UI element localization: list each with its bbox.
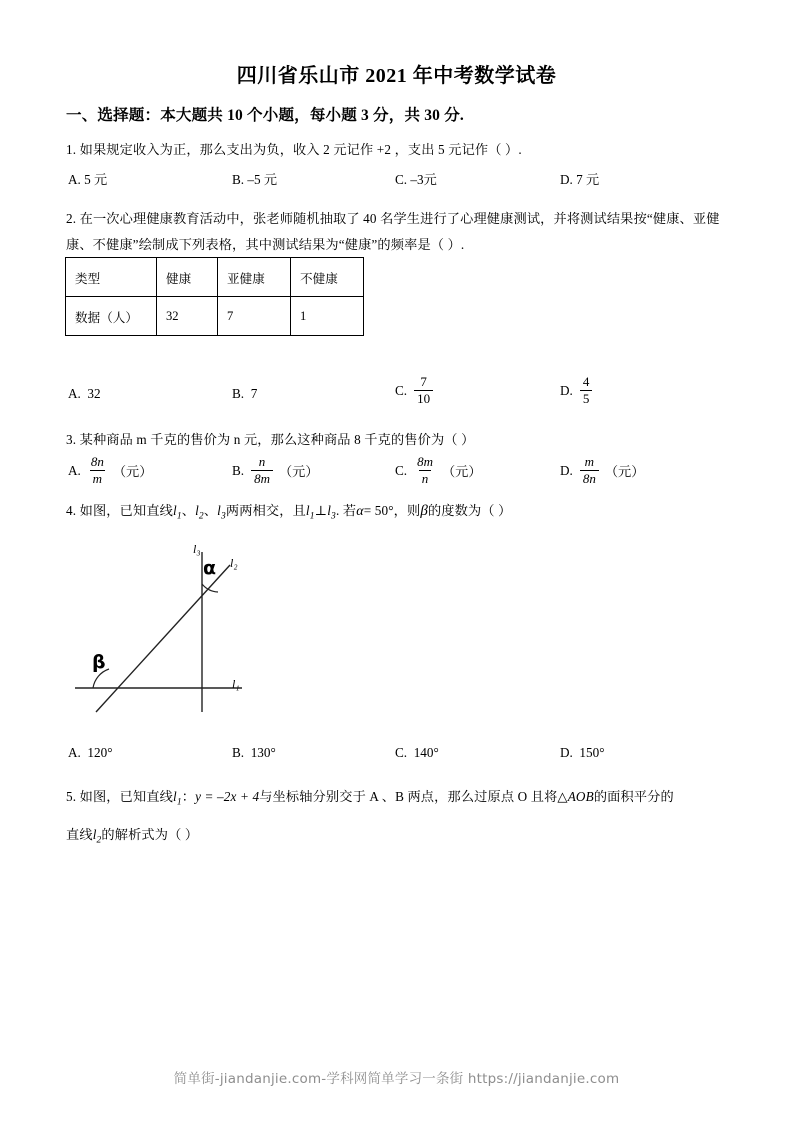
table-row xyxy=(66,258,364,297)
option-2-b[interactable]: B. 7 xyxy=(232,386,258,401)
question-4-text: 4. 如图，已知直线$l_1$、$l_2$、$l_3$两两相交，且$l_1\perp l_3$. 若α= 50°，则β的度数为（ ） xyxy=(66,503,512,522)
fraction: $\frac{8n}{m}$ xyxy=(90,454,104,487)
label-l1: l₁ xyxy=(232,677,240,691)
question-3-text: 3. 某种商品 m 千克的售价为 n 元，那么这种商品 8 千克的售价为（ ） xyxy=(66,432,475,447)
option-3-a[interactable]: A. $\frac{8n}{m}$ （元） xyxy=(68,454,153,487)
fraction: $\frac{7}{10}$ xyxy=(414,375,433,406)
section-heading: 一、选择题：本大题共 10 个小题，每小题 3 分，共 30 分. xyxy=(66,107,464,124)
option-4-d[interactable]: D. 150° xyxy=(560,745,605,760)
option-4-c[interactable]: C. 140° xyxy=(395,745,439,760)
table-cell-healthy-value: 32 xyxy=(157,297,218,336)
table-cell-subhealthy-header: 亚健康 xyxy=(218,258,291,297)
page-title: 四川省乐山市 2021 年中考数学试卷 xyxy=(236,65,557,87)
fraction: $\frac{8m}{n}$ xyxy=(417,454,433,487)
fraction: $\frac{m}{8n}$ xyxy=(580,455,599,486)
question-5-text-line2: 直线$l_2$的解析式为（ ） xyxy=(66,827,199,846)
table-cell-data-label: 数据（人） xyxy=(66,297,157,336)
question-1-text: 1. 如果规定收入为正，那么支出为负，收入 2 元记作 +2 ，支出 5 元记作（ ）. xyxy=(66,142,522,157)
label-l3: l₃ xyxy=(193,542,201,556)
table-row xyxy=(66,297,364,336)
option-1-d[interactable]: D. 7 元 xyxy=(560,172,600,187)
question-1-options xyxy=(0,169,793,191)
question-4-options xyxy=(0,745,793,767)
footer-watermark: 简单街-jiandanjie.com-学科网简单学习一条街 https://jiandanjie.com xyxy=(173,1071,620,1087)
label-beta: β xyxy=(92,651,106,673)
option-2-c[interactable]: C. $\frac{7}{10}$ xyxy=(395,375,436,406)
option-3-b[interactable]: B. $\frac{n}{8m}$ （元） xyxy=(232,454,319,487)
table-cell-unhealthy-header: 不健康 xyxy=(291,258,364,297)
fraction: $\frac{n}{8m}$ xyxy=(251,455,273,486)
alpha-arc xyxy=(202,584,218,592)
option-4-b[interactable]: B. 130° xyxy=(232,745,276,760)
table-cell-healthy-header: 健康 xyxy=(157,258,218,297)
question-2-text: 2. 在一次心理健康教育活动中，张老师随机抽取了 40 名学生进行了心理健康测试，并将测试结果按“健康、亚健康、不健康”绘制成下列表格，其中测试结果为“健康”的频率是（ ）. xyxy=(66,211,720,252)
option-2-a[interactable]: A. 32 xyxy=(68,386,101,401)
option-3-c[interactable]: C. $\frac{8m}{n}$ （元） xyxy=(395,454,482,487)
question-2-options xyxy=(0,374,793,408)
table-cell-subhealthy-value: 7 xyxy=(218,297,291,336)
label-l2: l₂ xyxy=(230,556,238,570)
option-1-b[interactable]: B. –5 元 xyxy=(232,172,278,187)
option-3-d[interactable]: D. $\frac{m}{8n}$ （元） xyxy=(560,454,645,487)
line-l2 xyxy=(96,565,230,712)
geometry-diagram xyxy=(62,540,292,720)
question-4-figure xyxy=(62,540,292,720)
label-alpha: α xyxy=(203,557,217,579)
question-5-text-line1: 5. 如图，已知直线$l_1$：y = –2x + 4与坐标轴分别交于 A 、B 两点，那么过原点 O 且将△AOB的面积平分的 xyxy=(66,789,674,808)
question-2-table xyxy=(65,257,364,336)
table-cell-unhealthy-value: 1 xyxy=(291,297,364,336)
option-1-c[interactable]: C. –3元 xyxy=(395,172,437,187)
table-cell-type-header: 类型 xyxy=(66,258,157,297)
question-3-options xyxy=(0,454,793,487)
option-2-d[interactable]: D. $\frac{4}{5}$ xyxy=(560,375,595,406)
fraction: $\frac{4}{5}$ xyxy=(580,375,593,406)
option-4-a[interactable]: A. 120° xyxy=(68,745,113,760)
option-1-a[interactable]: A. 5 元 xyxy=(68,172,108,187)
